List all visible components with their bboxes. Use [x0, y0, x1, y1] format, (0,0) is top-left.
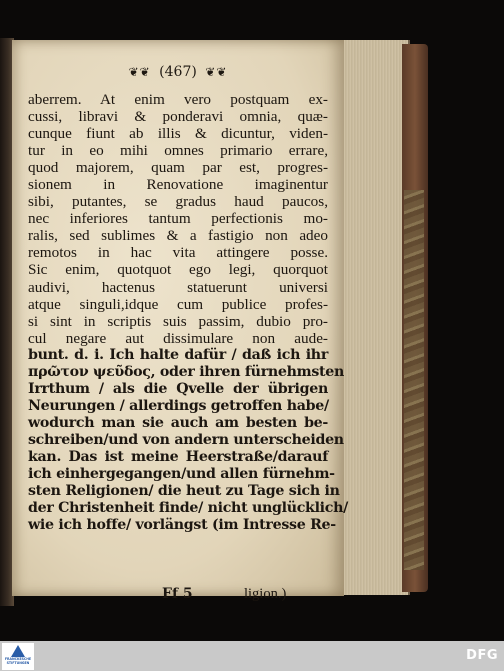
- text-line: kan. Das ist meine Heerstraße/darauf: [28, 448, 328, 465]
- text-line: nec inferiores tantum perfectionis mo-: [28, 210, 328, 228]
- text-line: bunt. d. i. Ich halte dafür / daß ich ihr: [28, 346, 328, 363]
- page-text: [28, 91, 349, 534]
- header-ornament-right: ❦❦: [205, 65, 228, 79]
- francke-logo[interactable]: [2, 643, 34, 670]
- text-line: aberrem. At enim vero postquam ex-: [28, 91, 328, 108]
- text-line: si sint in scriptis suis passim, dubio pro-: [28, 312, 328, 330]
- page-header: [12, 64, 344, 80]
- page-number: (467): [159, 64, 197, 80]
- text-line: der Christenheit finde/ nicht unglücklich/: [28, 500, 349, 517]
- text-line: audivi, hactenus statuerunt universi: [28, 278, 328, 296]
- text-line: cunque fiunt ab illis & dicuntur, viden-: [28, 125, 328, 143]
- text-line: ralis, sed sublimes & a fastigio non adeo: [28, 227, 328, 245]
- footer-bar: [0, 641, 504, 671]
- text-line: sten Religionen/ die heut zu Tage sich in: [28, 483, 340, 500]
- signature-mark: Ff 5: [162, 586, 193, 602]
- text-line: schreiben/und von andern unterscheiden: [28, 431, 344, 448]
- text-line: Irrthum / als die Qvelle der übrigen: [28, 380, 328, 397]
- text-line: Sic enim, quotquot ego legi, quorquot: [28, 261, 328, 279]
- francke-logo-text: FRANCKESCHE STIFTUNGEN: [4, 657, 32, 665]
- text-line: sibi, putantes, se gradus haud paucos,: [28, 193, 328, 211]
- text-line: cul negare aut dissimulare non aude-: [28, 329, 328, 347]
- text-line: wie ich hoffe/ vorlängst (im Intresse Re-: [28, 517, 336, 534]
- text-line: wodurch man sie auch am besten be-: [28, 414, 328, 431]
- text-line: Neurungen / allerdings getroffen habe/: [28, 397, 329, 414]
- text-line: tur in eo mihi omnes primario errare,: [28, 142, 328, 160]
- text-line: remotos in hac vita attingere posse.: [28, 244, 328, 262]
- text-line: sionem in Renovatione imaginentur: [28, 176, 328, 194]
- francke-logo-icon: [11, 645, 25, 657]
- cover-marbling: [404, 190, 424, 570]
- text-line: quod majorem, quam par est, progres-: [28, 159, 328, 177]
- dfg-logo[interactable]: DFG: [466, 648, 498, 663]
- text-line: atque singuli,idque cum publice profes-: [28, 295, 328, 313]
- book-page: [12, 40, 349, 602]
- page-stack-edge: [338, 40, 410, 595]
- text-line: cussi, libravi & ponderavi omnia, quæ-: [28, 108, 328, 126]
- header-ornament-left: ❦❦: [128, 65, 151, 79]
- catchword: ligion.): [244, 586, 287, 602]
- text-line: ich einhergegangen/und allen fürnehm-: [28, 466, 335, 483]
- text-line: πρῶτον ψεῦδος, oder ihren fürnehmsten: [28, 363, 345, 380]
